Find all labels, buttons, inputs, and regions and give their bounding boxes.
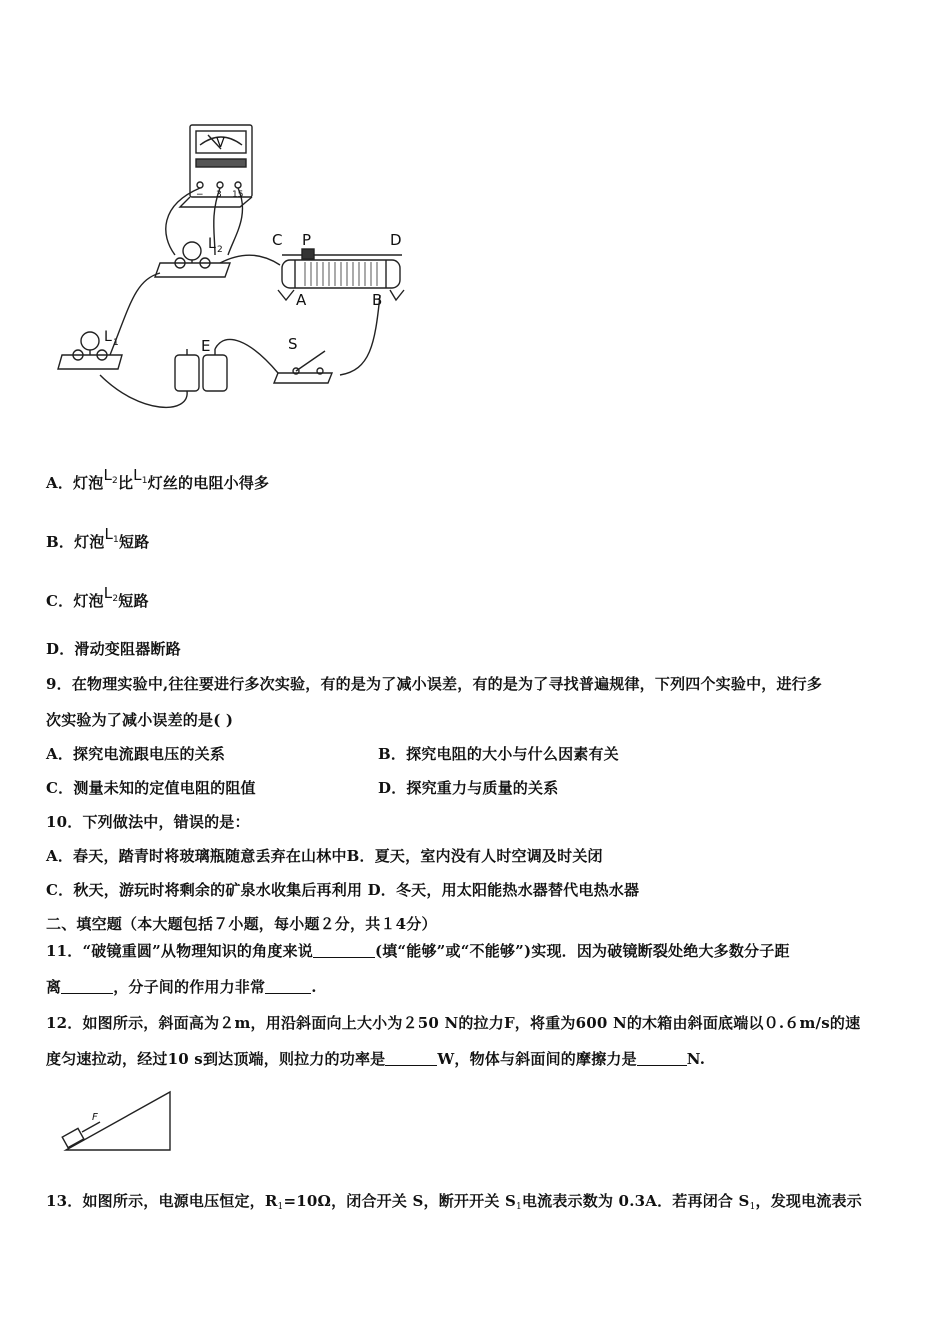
label-e: E xyxy=(201,337,211,355)
q8-a-sym2: $L_1$ xyxy=(133,466,148,486)
voltmeter-terminal-15: 15 xyxy=(232,190,244,200)
q8-b-suffix: 短路 xyxy=(118,533,150,551)
q10-stem: 10．下列做法中，错误的是： xyxy=(46,813,250,831)
q13-s-sub2: 1 xyxy=(749,1202,756,1212)
label-p: P xyxy=(302,231,312,249)
l1-base xyxy=(58,355,122,369)
q12-blank-1[interactable] xyxy=(385,1051,437,1066)
q10-options-cd: C．秋天，游玩时将剩余的矿泉水收集后再利用 D．冬天，用太阳能热水器替代电热水器 xyxy=(46,881,640,899)
q8-a-mid: 比 xyxy=(117,474,134,492)
q11-part2: (填“能够”或“不能够”)实现．因为破镜断裂处绝大多数分子距 xyxy=(374,942,790,960)
q11-part1: 11．“破镜重圆”从物理知识的角度来说 xyxy=(46,942,313,960)
label-s: S xyxy=(288,335,298,353)
battery-e xyxy=(175,355,199,391)
label-a: A xyxy=(296,291,307,309)
q13-s-sub: 1 xyxy=(516,1202,522,1212)
circuit-figure xyxy=(50,115,430,425)
q12-line2 xyxy=(46,1048,705,1069)
voltmeter-label: V xyxy=(216,136,225,151)
q9-stem-line1: 9．在物理实验中,往往要进行多次实验，有的是为了减小误差，有的是为了寻找普遍规律，下列四个实验中，进行多 xyxy=(46,675,823,693)
l2-label: L xyxy=(208,236,216,252)
l2-sub: 2 xyxy=(217,245,223,255)
incline-figure xyxy=(58,1088,178,1154)
section-2-title: 二、填空题（本大题包括７小题，每小题２分，共１4分） xyxy=(46,915,437,933)
q11-blank-3[interactable] xyxy=(265,979,311,994)
l1-sub: 1 xyxy=(113,338,119,348)
q8-a-sym1: $L_2$ xyxy=(103,466,118,486)
q9-option-b: B．探究电阻的大小与什么因素有关 xyxy=(378,745,619,763)
q13-line1 xyxy=(46,1190,862,1211)
q8-c-sym: $L_2$ xyxy=(103,584,119,604)
q9-stem-line2: 次实验为了减小误差的是( ) xyxy=(46,711,234,729)
q13-r-sub: 1 xyxy=(277,1202,284,1212)
q8-option-a xyxy=(46,466,270,493)
l1-label: L xyxy=(104,329,112,345)
q9-option-a: A．探究电流跟电压的关系 xyxy=(46,745,226,763)
q12-part3: W，物体与斜面间的摩擦力是 xyxy=(437,1050,637,1068)
q12-part4: N. xyxy=(686,1050,706,1068)
q11-line1 xyxy=(46,940,790,961)
q8-option-c xyxy=(46,584,149,611)
label-b: B xyxy=(372,291,383,309)
wooden-box xyxy=(62,1128,84,1147)
q12-line1: 12．如图所示，斜面高为２m，用沿斜面向上大小为２50 N的拉力F，将重为600 N的木箱由斜面底端以０.６m/s的速 xyxy=(46,1014,861,1032)
q8-option-d: D．滑动变阻器断路 xyxy=(46,640,181,658)
q8-b-sym: $L_1$ xyxy=(104,525,119,545)
q11-line2 xyxy=(46,976,317,997)
force-label-f: F xyxy=(92,1112,98,1123)
q11-part4: ，分子间的作用力非常 xyxy=(113,978,266,996)
voltmeter-terminal-minus: − xyxy=(196,190,204,200)
label-d: D xyxy=(390,231,402,249)
q9-option-c: C．测量未知的定值电阻的阻值 xyxy=(46,779,256,797)
q9-option-d: D．探究重力与质量的关系 xyxy=(378,779,559,797)
q11-part5: . xyxy=(311,978,317,996)
q8-b-prefix: B．灯泡 xyxy=(46,533,105,551)
q13-part2: =10Ω，闭合开关 S，断开开关 S xyxy=(283,1192,516,1210)
q12-part2: 度匀速拉动，经过10 s到达顶端，则拉力的功率是 xyxy=(46,1050,386,1068)
q10-options-ab: A．春天，踏青时将玻璃瓶随意丢弃在山林中B．夏天，室内没有人时空调及时关闭 xyxy=(46,847,603,865)
q13-part1: 13．如图所示，电源电压恒定，R xyxy=(46,1192,278,1210)
q11-blank-2[interactable] xyxy=(61,979,113,994)
q13-part3: 电流表示数为 0.3A．若再闭合 S xyxy=(521,1192,750,1210)
q11-part3: 离 xyxy=(46,978,62,996)
q8-c-prefix: C．灯泡 xyxy=(46,592,104,610)
q8-c-suffix: 短路 xyxy=(118,592,149,610)
q8-a-suffix: 灯丝的电阻小得多 xyxy=(147,474,270,492)
switch-base xyxy=(274,373,332,383)
q12-blank-2[interactable] xyxy=(637,1051,687,1066)
q8-a-prefix: A．灯泡 xyxy=(46,474,104,492)
q11-blank-1[interactable] xyxy=(313,943,375,958)
label-c: C xyxy=(272,231,283,249)
q8-option-b xyxy=(46,525,150,552)
q13-part4: ，发现电流表示 xyxy=(755,1192,862,1210)
voltmeter-terminal-3: 3 xyxy=(216,190,222,200)
l2-base xyxy=(155,263,230,277)
